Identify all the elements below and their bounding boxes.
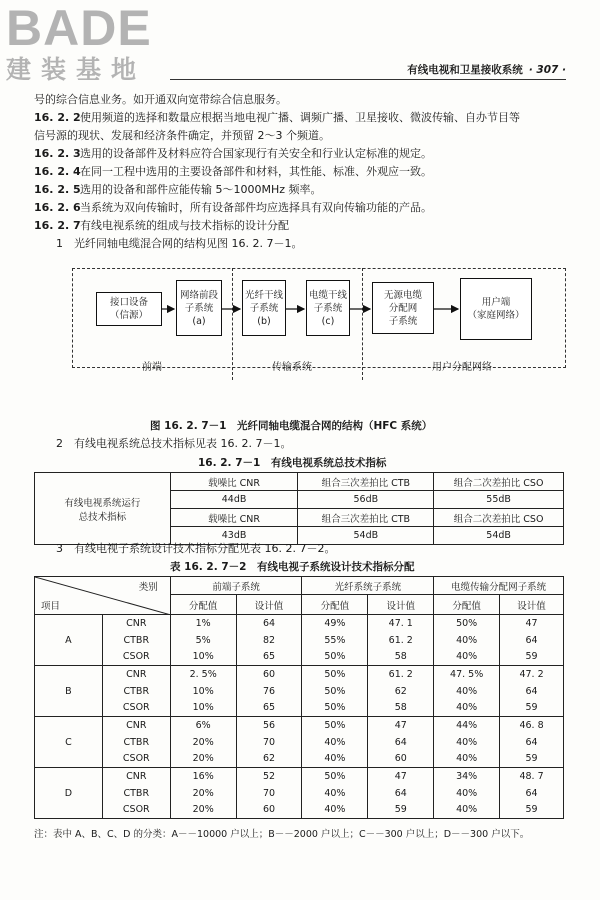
table-row <box>35 751 564 768</box>
running-header <box>407 62 566 77</box>
value-cell: 40% <box>302 751 368 768</box>
value-cell: 64 <box>500 734 564 751</box>
logo-subtitle: 建装基地 <box>6 55 147 84</box>
value-cell: 50% <box>302 768 368 785</box>
passive-distribution-box: 无源电缆 分配网 子系统 <box>372 282 434 334</box>
value-cell: 64 <box>368 785 434 802</box>
value-cell: 50% <box>302 666 368 683</box>
table-row <box>35 802 564 819</box>
cell: 组合二次差拍比 CSO <box>434 509 564 527</box>
sub-header: 分配值 <box>302 595 368 615</box>
value-cell: 40% <box>302 785 368 802</box>
value-cell: 40% <box>434 802 500 819</box>
cell: 载噪比 CNR <box>170 473 298 491</box>
metric-cell: CSOR <box>102 700 170 717</box>
headend-subsystem-box: 网络前段 子系统 (a) <box>176 280 222 336</box>
value-cell: 34% <box>434 768 500 785</box>
value-cell: 64 <box>368 734 434 751</box>
logo-text: BADE <box>6 0 152 56</box>
value-cell: 48. 7 <box>500 768 564 785</box>
value-cell: 40% <box>434 700 500 717</box>
item-3: 3 有线电视子系统设计技术指标分配见表 16. 2. 7－2。 <box>56 542 336 555</box>
value-cell: 65 <box>236 700 302 717</box>
value-cell: 46. 8 <box>500 717 564 734</box>
user-end-box: 用户端 （家庭网络） <box>460 278 532 340</box>
value-cell: 16% <box>170 768 236 785</box>
item-1: 1 光纤同轴电缆混合网的结构见图 16. 2. 7－1。 <box>56 237 303 250</box>
sub-header: 分配值 <box>170 595 236 615</box>
group-header: 光纤系统子系统 <box>302 577 434 595</box>
metric-cell: CTBR <box>102 785 170 802</box>
item-2: 2 有线电视系统总技术指标见表 16. 2. 7－1。 <box>56 437 292 450</box>
diagram-frame <box>72 268 566 368</box>
paragraph-line: 号的综合信息业务。如开通双向宽带综合信息服务。 <box>34 93 287 106</box>
metric-cell: CNR <box>102 768 170 785</box>
value-cell: 20% <box>170 802 236 819</box>
table-row <box>35 683 564 700</box>
value-cell: 50% <box>302 717 368 734</box>
value-cell: 59 <box>500 802 564 819</box>
sub-header: 设计值 <box>236 595 302 615</box>
metric-cell: CNR <box>102 717 170 734</box>
interface-equipment-box: 接口设备 （信源） <box>96 292 162 326</box>
table-row <box>35 734 564 751</box>
metric-cell: CTBR <box>102 632 170 649</box>
paragraph-16-2-3: 16. 2. 3选用的设备部件及材料应符合国家现行有关安全和行业认定标准的规定。 <box>34 147 432 160</box>
value-cell: 47. 5% <box>434 666 500 683</box>
value-cell: 59 <box>500 700 564 717</box>
label-distribution: 用户分配网络 <box>432 362 492 373</box>
value-cell: 20% <box>170 734 236 751</box>
value-cell: 5% <box>170 632 236 649</box>
value-cell: 40% <box>302 802 368 819</box>
cell: 载噪比 CNR <box>170 509 298 527</box>
value-cell: 47 <box>368 717 434 734</box>
value-cell: 47. 1 <box>368 615 434 632</box>
cell: 44dB <box>170 491 298 509</box>
value-cell: 2. 5% <box>170 666 236 683</box>
value-cell: 58 <box>368 700 434 717</box>
group-header: 电缆传输分配网子系统 <box>434 577 564 595</box>
value-cell: 50% <box>302 700 368 717</box>
value-cell: 47 <box>368 768 434 785</box>
item-cell: A <box>35 615 103 666</box>
value-cell: 50% <box>302 649 368 666</box>
value-cell: 64 <box>500 632 564 649</box>
paragraph-16-2-2: 16. 2. 2使用频道的选择和数量应根据当地电视广播、调频广播、卫星接收、微波传输、自办节目等 <box>34 111 520 124</box>
table-row <box>35 615 564 632</box>
sub-header: 设计值 <box>500 595 564 615</box>
value-cell: 59 <box>500 751 564 768</box>
corner-header <box>35 577 171 615</box>
corner-category: 类别 <box>138 582 158 593</box>
cell: 56dB <box>298 491 434 509</box>
value-cell: 6% <box>170 717 236 734</box>
table-row <box>35 768 564 785</box>
value-cell: 20% <box>170 751 236 768</box>
paragraph-16-2-6: 16. 2. 6当系统为双向传输时，所有设备部件均应选择具有双向传输功能的产品。 <box>34 201 432 214</box>
metric-cell: CTBR <box>102 734 170 751</box>
value-cell: 10% <box>170 700 236 717</box>
paragraph-16-2-5: 16. 2. 5选用的设备和部件应能传输 5～1000MHz 频率。 <box>34 183 322 196</box>
table-row <box>35 632 564 649</box>
value-cell: 50% <box>302 683 368 700</box>
value-cell: 59 <box>500 649 564 666</box>
value-cell: 70 <box>236 734 302 751</box>
value-cell: 1% <box>170 615 236 632</box>
divider-transmission <box>362 268 363 380</box>
label-front-end: 前端 <box>142 362 162 373</box>
value-cell: 50% <box>434 615 500 632</box>
group-header: 前端子系统 <box>170 577 302 595</box>
paragraph-16-2-7: 16. 2. 7有线电视系统的组成与技术指标的设计分配 <box>34 219 289 232</box>
value-cell: 64 <box>500 683 564 700</box>
value-cell: 40% <box>434 751 500 768</box>
total-specs-table <box>34 472 564 545</box>
cell: 43dB <box>170 527 298 545</box>
value-cell: 60 <box>368 751 434 768</box>
value-cell: 40% <box>434 683 500 700</box>
section-title: 有线电视和卫星接收系统 <box>407 64 523 76</box>
cable-trunk-subsystem-box: 电缆干线 子系统 (c) <box>306 280 350 336</box>
row-header-cell: 有线电视系统运行 总技术指标 <box>35 473 171 545</box>
divider-front <box>232 268 233 380</box>
value-cell: 70 <box>236 785 302 802</box>
value-cell: 58 <box>368 649 434 666</box>
value-cell: 56 <box>236 717 302 734</box>
value-cell: 20% <box>170 785 236 802</box>
value-cell: 49% <box>302 615 368 632</box>
value-cell: 40% <box>434 785 500 802</box>
value-cell: 52 <box>236 768 302 785</box>
value-cell: 55% <box>302 632 368 649</box>
cell: 55dB <box>434 491 564 509</box>
value-cell: 65 <box>236 649 302 666</box>
cell: 组合三次差拍比 CTB <box>298 509 434 527</box>
corner-item: 项目 <box>41 601 61 612</box>
value-cell: 62 <box>236 751 302 768</box>
table-row <box>35 666 564 683</box>
metric-cell: CNR <box>102 666 170 683</box>
value-cell: 40% <box>434 632 500 649</box>
metric-cell: CSOR <box>102 649 170 666</box>
metric-cell: CSOR <box>102 802 170 819</box>
table-row <box>35 700 564 717</box>
cell: 54dB <box>298 527 434 545</box>
value-cell: 10% <box>170 683 236 700</box>
value-cell: 60 <box>236 666 302 683</box>
paragraph-16-2-4: 16. 2. 4在同一工程中选用的主要设备部件和材料，其性能、标准、外观应一致。 <box>34 165 432 178</box>
table-row <box>35 717 564 734</box>
figure-caption: 图 16. 2. 7－1 光纤同轴电缆混合网的结构（HFC 系统） <box>150 420 433 432</box>
page-number: · 307 · <box>528 64 566 76</box>
item-cell: B <box>35 666 103 717</box>
value-cell: 61. 2 <box>368 666 434 683</box>
value-cell: 64 <box>236 615 302 632</box>
value-cell: 64 <box>500 785 564 802</box>
value-cell: 60 <box>236 802 302 819</box>
value-cell: 47. 2 <box>500 666 564 683</box>
label-transmission: 传输系统 <box>272 362 312 373</box>
value-cell: 76 <box>236 683 302 700</box>
value-cell: 44% <box>434 717 500 734</box>
value-cell: 10% <box>170 649 236 666</box>
cell: 54dB <box>434 527 564 545</box>
paragraph-line: 信号源的现状、发展和经济条件确定，并预留 2～3 个频道。 <box>34 129 330 142</box>
subsystem-specs-table <box>34 576 564 819</box>
sub-header: 分配值 <box>434 595 500 615</box>
metric-cell: CTBR <box>102 683 170 700</box>
value-cell: 40% <box>434 649 500 666</box>
table2-title: 表 16. 2. 7－2 有线电视子系统设计技术指标分配 <box>170 561 415 573</box>
value-cell: 40% <box>302 734 368 751</box>
table-row <box>35 649 564 666</box>
table-row <box>35 785 564 802</box>
metric-cell: CSOR <box>102 751 170 768</box>
metric-cell: CNR <box>102 615 170 632</box>
cell: 组合三次差拍比 CTB <box>298 473 434 491</box>
value-cell: 59 <box>368 802 434 819</box>
value-cell: 82 <box>236 632 302 649</box>
table-note: 注：表中 A、B、C、D 的分类：A－－10000 户以上；B－－2000 户以上；C－－300 户以上；D－－300 户以下。 <box>34 829 530 840</box>
value-cell: 62 <box>368 683 434 700</box>
value-cell: 40% <box>434 734 500 751</box>
value-cell: 61. 2 <box>368 632 434 649</box>
cell: 组合二次差拍比 CSO <box>434 473 564 491</box>
header-rule <box>170 79 566 80</box>
item-cell: D <box>35 768 103 819</box>
item-cell: C <box>35 717 103 768</box>
table1-title: 16. 2. 7－1 有线电视系统总技术指标 <box>198 457 387 469</box>
fiber-trunk-subsystem-box: 光纤干线 子系统 (b) <box>242 280 286 336</box>
sub-header: 设计值 <box>368 595 434 615</box>
value-cell: 47 <box>500 615 564 632</box>
